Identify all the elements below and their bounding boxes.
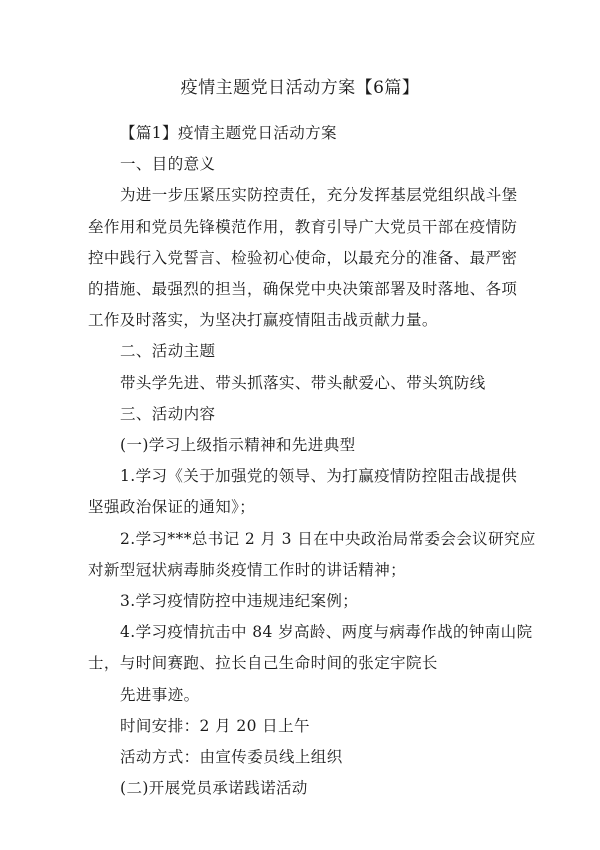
text-line: 时间安排：2 月 20 日上午: [120, 716, 310, 735]
text-line: 二、活动主题: [120, 342, 216, 361]
text-line: 为进一步压紧压实防控责任，充分发挥基层党组织战斗堡: [120, 186, 518, 205]
text-line: 【篇1】疫情主题党日活动方案: [120, 124, 337, 142]
text-line: 垒作用和党员先锋模范作用，教育引导广大党员干部在疫情防: [88, 217, 518, 236]
text-line: (二)开展党员承诺践诺活动: [120, 779, 308, 798]
text-line: 3.学习疫情防控中违规违纪案例；: [120, 592, 359, 611]
text-line: 带头学先进、带头抓落实、带头献爱心、带头筑防线: [120, 373, 486, 392]
text-line: 对新型冠状病毒肺炎疫情工作时的讲话精神；: [88, 560, 407, 579]
text-line: 活动方式：由宣传委员线上组织: [120, 748, 343, 767]
text-line: 工作及时落实，为坚决打赢疫情阻击战贡献力量。: [88, 311, 438, 330]
text-line: 三、活动内容: [120, 404, 216, 423]
text-line: 先进事迹。: [120, 685, 200, 704]
text-line: 一、目的意义: [120, 155, 216, 174]
text-line: 士，与时间赛跑、拉长自己生命时间的张定宇院长: [88, 654, 438, 673]
text-line: 2.学习***总书记 2 月 3 日在中央政治局常委会会议研究应: [120, 529, 536, 548]
text-line: 1.学习《关于加强党的领导、为打赢疫情防控阻击战提供: [120, 467, 518, 486]
text-line: 坚强政治保证的通知》；: [88, 498, 256, 517]
text-line: 的措施、最强烈的担当，确保党中央决策部署及时落地、各项: [88, 280, 518, 299]
text-line: 4.学习疫情抗击中 84 岁高龄、两度与病毒作战的钟南山院: [120, 623, 533, 642]
text-line: (一)学习上级指示精神和先进典型: [120, 436, 356, 455]
text-line: 控中践行入党誓言、检验初心使命，以最充分的准备、最严密: [88, 248, 518, 267]
document-body: [88, 118, 536, 804]
document-title: 疫情主题党日活动方案【6篇】: [180, 78, 420, 98]
